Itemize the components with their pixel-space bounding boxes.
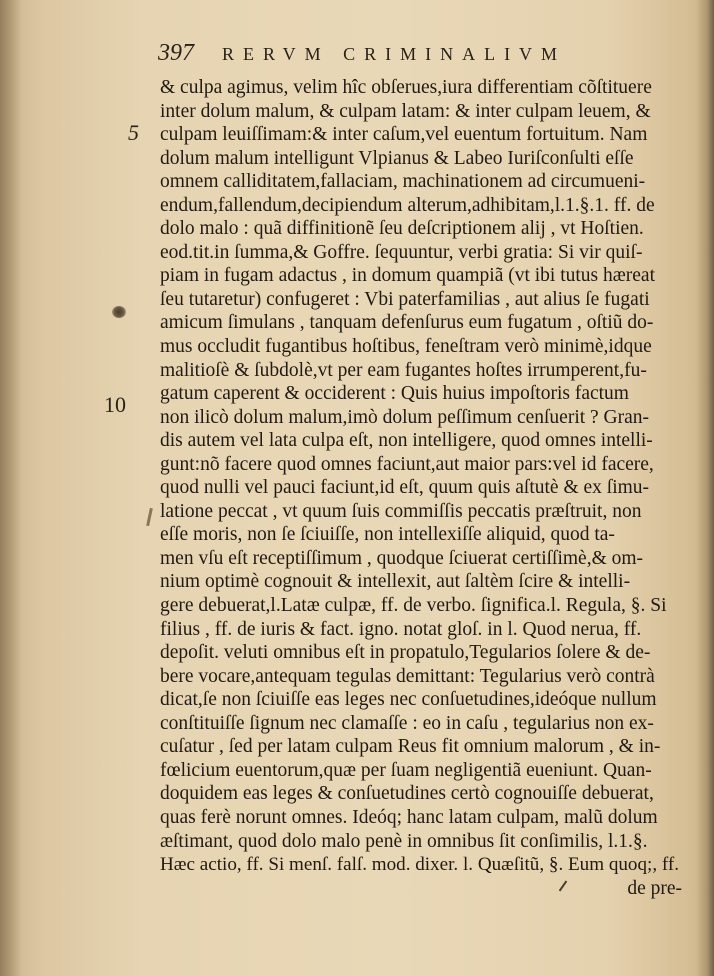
text-line: dolo malo : quã diffinitionẽ ſeu deſcriptionem alij , vt Hoſtien. <box>160 218 644 240</box>
text-line: mus occludit fugantibus hoſtibus, feneſtram verò minimè,idque <box>160 336 652 358</box>
text-line: culpam leuiſſimam:& inter caſum,vel euentum fortuitum. Nam <box>160 124 648 146</box>
text-line: malitioſè & ſubdolè,vt per eam fugantes hoſtes irrumperent,fu- <box>160 359 647 381</box>
gutter-shadow <box>0 0 22 976</box>
page-edge-shadow <box>696 0 714 976</box>
text-line: nium optimè cognouit & intellexit, aut ſaltèm ſcire & intelli- <box>160 571 631 593</box>
text-line: amicum ſimulans , tanquam defenſurus eum fugatum , oſtiũ do- <box>160 312 654 334</box>
text-line: doquidem eas leges & conſuetudines certò cognouiſſe debuerat, <box>160 783 654 805</box>
text-line: quod nulli vel pauci faciunt,id eſt, quum quis aſtutè & ex ſimu- <box>160 477 650 499</box>
text-line: dis autem vel lata culpa eſt, non intelligere, quod omnes intelli- <box>160 430 653 452</box>
ink-stain <box>112 306 126 318</box>
margin-mark <box>146 508 153 526</box>
text-line: bere vocare,antequam tegulas demittant: Tegularius verò contrà <box>160 665 655 687</box>
text-line: & culpa agimus, velim hîc obſerues,iura differentiam cõſtituere <box>160 77 652 98</box>
text-line: eſſe moris, non ſe ſciuiſſe, non intellexiſſe aliquid, quod ta- <box>160 524 615 546</box>
text-line: endum,fallendum,decipiendum alterum,adhibitam,l.1.§.1. ff. de <box>160 194 655 216</box>
margin-line-number-5: 5 <box>128 120 139 145</box>
catchword: de pre- <box>627 877 682 899</box>
text-line: ſeu tutaretur) confugeret : Vbi paterfamilias , aut alius ſe fugati <box>160 288 650 310</box>
text-line: non ilicò dolum malum,imò dolum peſſimum cenſuerit ? Gran- <box>160 406 650 428</box>
body-text <box>160 76 682 900</box>
text-line: Hæc actio, ff. Si menſ. falſ. mod. dixer. l. Quæſitũ, §. Eum quoq;, ff. <box>160 854 680 876</box>
text-line: men vſu eſt receptiſſimum , quodque ſciuerat certiſſimè,& om- <box>160 547 644 569</box>
text-line: inter dolum malum, & culpam latam: & inter culpam leuem, & <box>160 100 651 122</box>
text-line: dicat,ſe non ſciuiſſe eas leges nec conſuetudines,ideóque nullum <box>160 689 657 711</box>
text-line: æſtimant, quod dolo malo penè in omnibus ſit conſimilis, l.1.§. <box>160 830 648 852</box>
text-line: eod.tit.in ſumma,& Goffre. ſequuntur, verbi gratia: Si vir quiſ- <box>160 241 643 263</box>
text-line: quas ferè norunt omnes. Ideóq; hanc latam culpam, malũ dolum <box>160 806 658 828</box>
text-line: fœlicium euentorum,quæ per ſuam negligentiã eueniunt. Quan- <box>160 759 652 781</box>
text-line: gatum caperent & occiderent : Quis huius impoſtoris factum <box>160 383 629 405</box>
page-number: 397 <box>158 40 194 66</box>
text-line: gunt:nõ facere quod omnes faciunt,aut maior pars:vel id facere, <box>160 453 654 475</box>
text-line: dolum malum intelligunt Vlpianus & Labeo Iuriſconſulti eſſe <box>160 147 634 169</box>
text-line: filius , ff. de iuris & fact. igno. notat gloſ. in l. Quod nerua, ff. <box>160 618 642 640</box>
running-title: RERVM CRIMINALIVM <box>222 44 567 64</box>
text-line: gere debuerat,l.Latæ culpæ, ff. de verbo. ſignifica.l. Regula, §. Si <box>160 595 667 617</box>
text-line: cuſatur , ſed per latam culpam Reus fit omnium malorum , & in- <box>160 736 661 758</box>
text-line: depoſit. veluti omnibus eſt in propatulo,Tegularios ſolere & de- <box>160 642 651 664</box>
text-line: conſtituiſſe ſignum nec clamaſſe : eo in caſu , tegularius non ex- <box>160 712 654 734</box>
text-line: piam in fugam adactus , in domum quampiã (vt ibi tutus hæreat <box>160 265 655 287</box>
text-line: omnem calliditatem,fallaciam, machinationem ad circumueni- <box>160 171 646 193</box>
margin-line-number-10: 10 <box>104 392 126 417</box>
page-header <box>150 40 690 70</box>
text-line: latione peccat , vt quum ſuis commiſſis peccatis præſtruit, non <box>160 500 642 522</box>
